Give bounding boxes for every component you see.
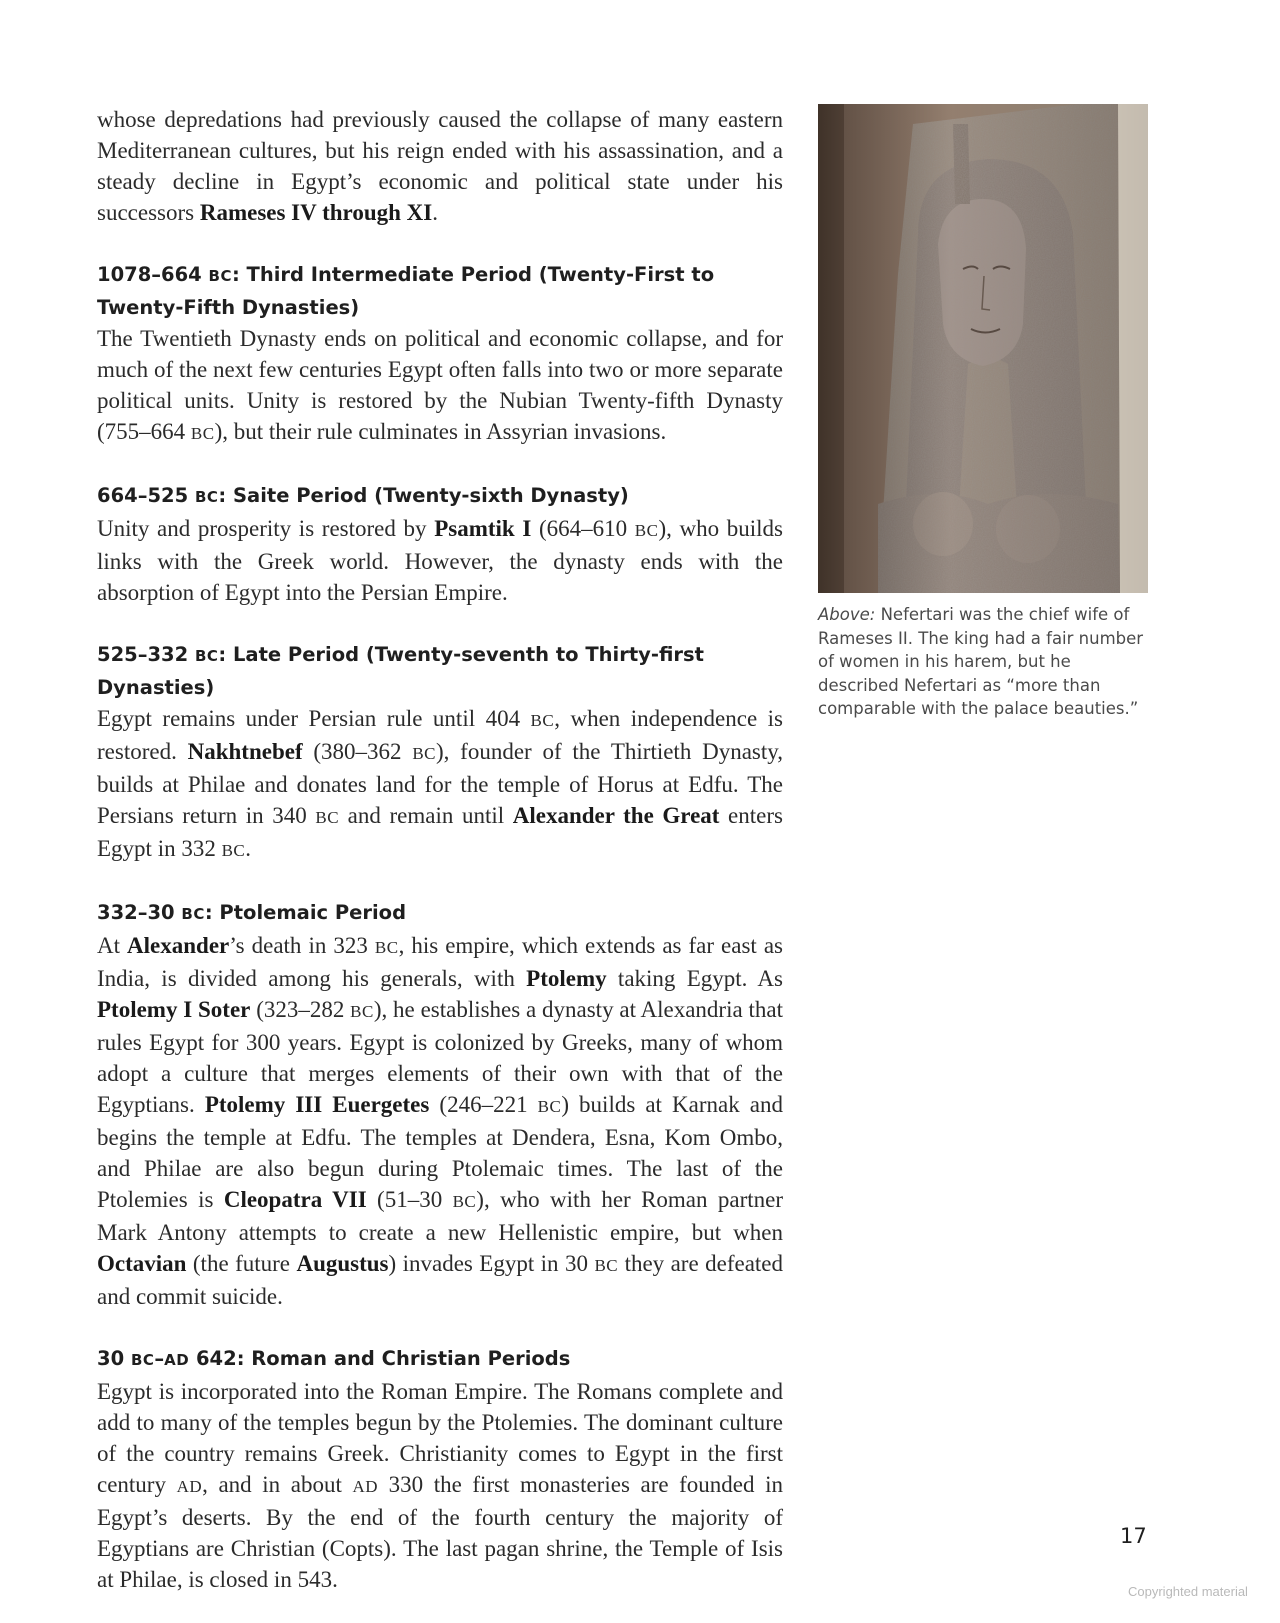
caption-text: Nefertari was the chief wife of Rameses II. The king had a fair number of women in his harem, but he described Nefertari as “more than comparable with the palace beauties.”	[818, 605, 1144, 718]
section-heading: 664–525 BC: Saite Period (Twenty-sixth Dynasty)	[97, 484, 629, 507]
section-heading: 332–30 BC: Ptolemaic Period	[97, 901, 407, 924]
main-text-column	[97, 104, 783, 1595]
section-heading: 525–332 BC: Late Period (Twenty-seventh to Thirty-first Dynasties)	[97, 643, 704, 699]
nefertari-statue-photo	[818, 104, 1148, 593]
section-heading: 1078–664 BC: Third Intermediate Period (Twenty-First to Twenty-Fifth Dynasties)	[97, 263, 715, 319]
section-ptolemaic	[97, 897, 783, 1312]
caption-lead: Above:	[818, 605, 876, 624]
section-body: At Alexander’s death in 323 BC, his empire, which extends as far east as India, is divided among his generals, with Ptolemy taking Egypt. As Ptolemy I Soter (323–282 BC), he establishes a dynasty at Alexandria that rules Egypt for 300 years. Egypt is colonized by Greeks, many of whom adopt a culture that merges elements of their own with that of the Egyptians. Ptolemy III Euergetes (246–221 BC) builds at Karnak and begins the temple at Edfu. The temples at Dendera, Esna, Kom Ombo, and Philae are also begun during Ptolemaic times. The last of the Ptolemies is Cleopatra VII (51–30 BC), who with her Roman partner Mark Antony attempts to create a new Hellenistic empire, but when Octavian (the future Augustus) invades Egypt in 30 BC they are defeated and commit suicide.	[97, 933, 784, 1309]
section-third-intermediate	[97, 259, 783, 449]
intro-paragraph: whose depredations had previously caused the collapse of many eastern Mediterranean cultures, but his reign ended with his assassination, and a steady decline in Egypt’s economic and political state under his successors Rameses IV through XI.	[97, 107, 783, 225]
section-body: Egypt is incorporated into the Roman Empire. The Romans complete and add to many of the temples begun by the Ptolemies. The dominant culture of the country remains Greek. Christianity comes to Egypt in the first century AD, and in about AD 330 the first monasteries are founded in Egypt’s deserts. By the end of the fourth century the majority of Egyptians are Christian (Copts). The last pagan shrine, the Temple of Isis at Philae, is closed in 543.	[97, 1379, 784, 1592]
section-roman-christian	[97, 1343, 783, 1595]
section-late-period	[97, 639, 783, 866]
page-number: 17	[1120, 1524, 1147, 1548]
photo-caption	[818, 603, 1153, 721]
section-body: The Twentieth Dynasty ends on political and economic collapse, and for much of the next few centuries Egypt often falls into two or more separate political units. Unity is restored by the Nubian Twenty-fifth Dynasty (755–664 BC), but their rule culminates in Assyrian invasions.	[97, 326, 783, 444]
section-heading: 30 BC–AD 642: Roman and Christian Periods	[97, 1347, 571, 1370]
section-saite	[97, 480, 783, 608]
section-body: Egypt remains under Persian rule until 404 BC, when independence is restored. Nakhtnebef (380–362 BC), founder of the Thirtieth Dynasty, builds at Philae and donates land for the temple of Horus at Edfu. The Persians return in 340 BC and remain until Alexander the Great enters Egypt in 332 BC.	[97, 706, 783, 861]
section-body: Unity and prosperity is restored by Psamtik I (664–610 BC), who builds links with the Greek world. However, the dynasty ends with the absorption of Egypt into the Persian Empire.	[97, 516, 784, 605]
copyright-watermark: Copyrighted material	[1128, 1584, 1248, 1599]
statue-illustration	[818, 104, 1148, 593]
